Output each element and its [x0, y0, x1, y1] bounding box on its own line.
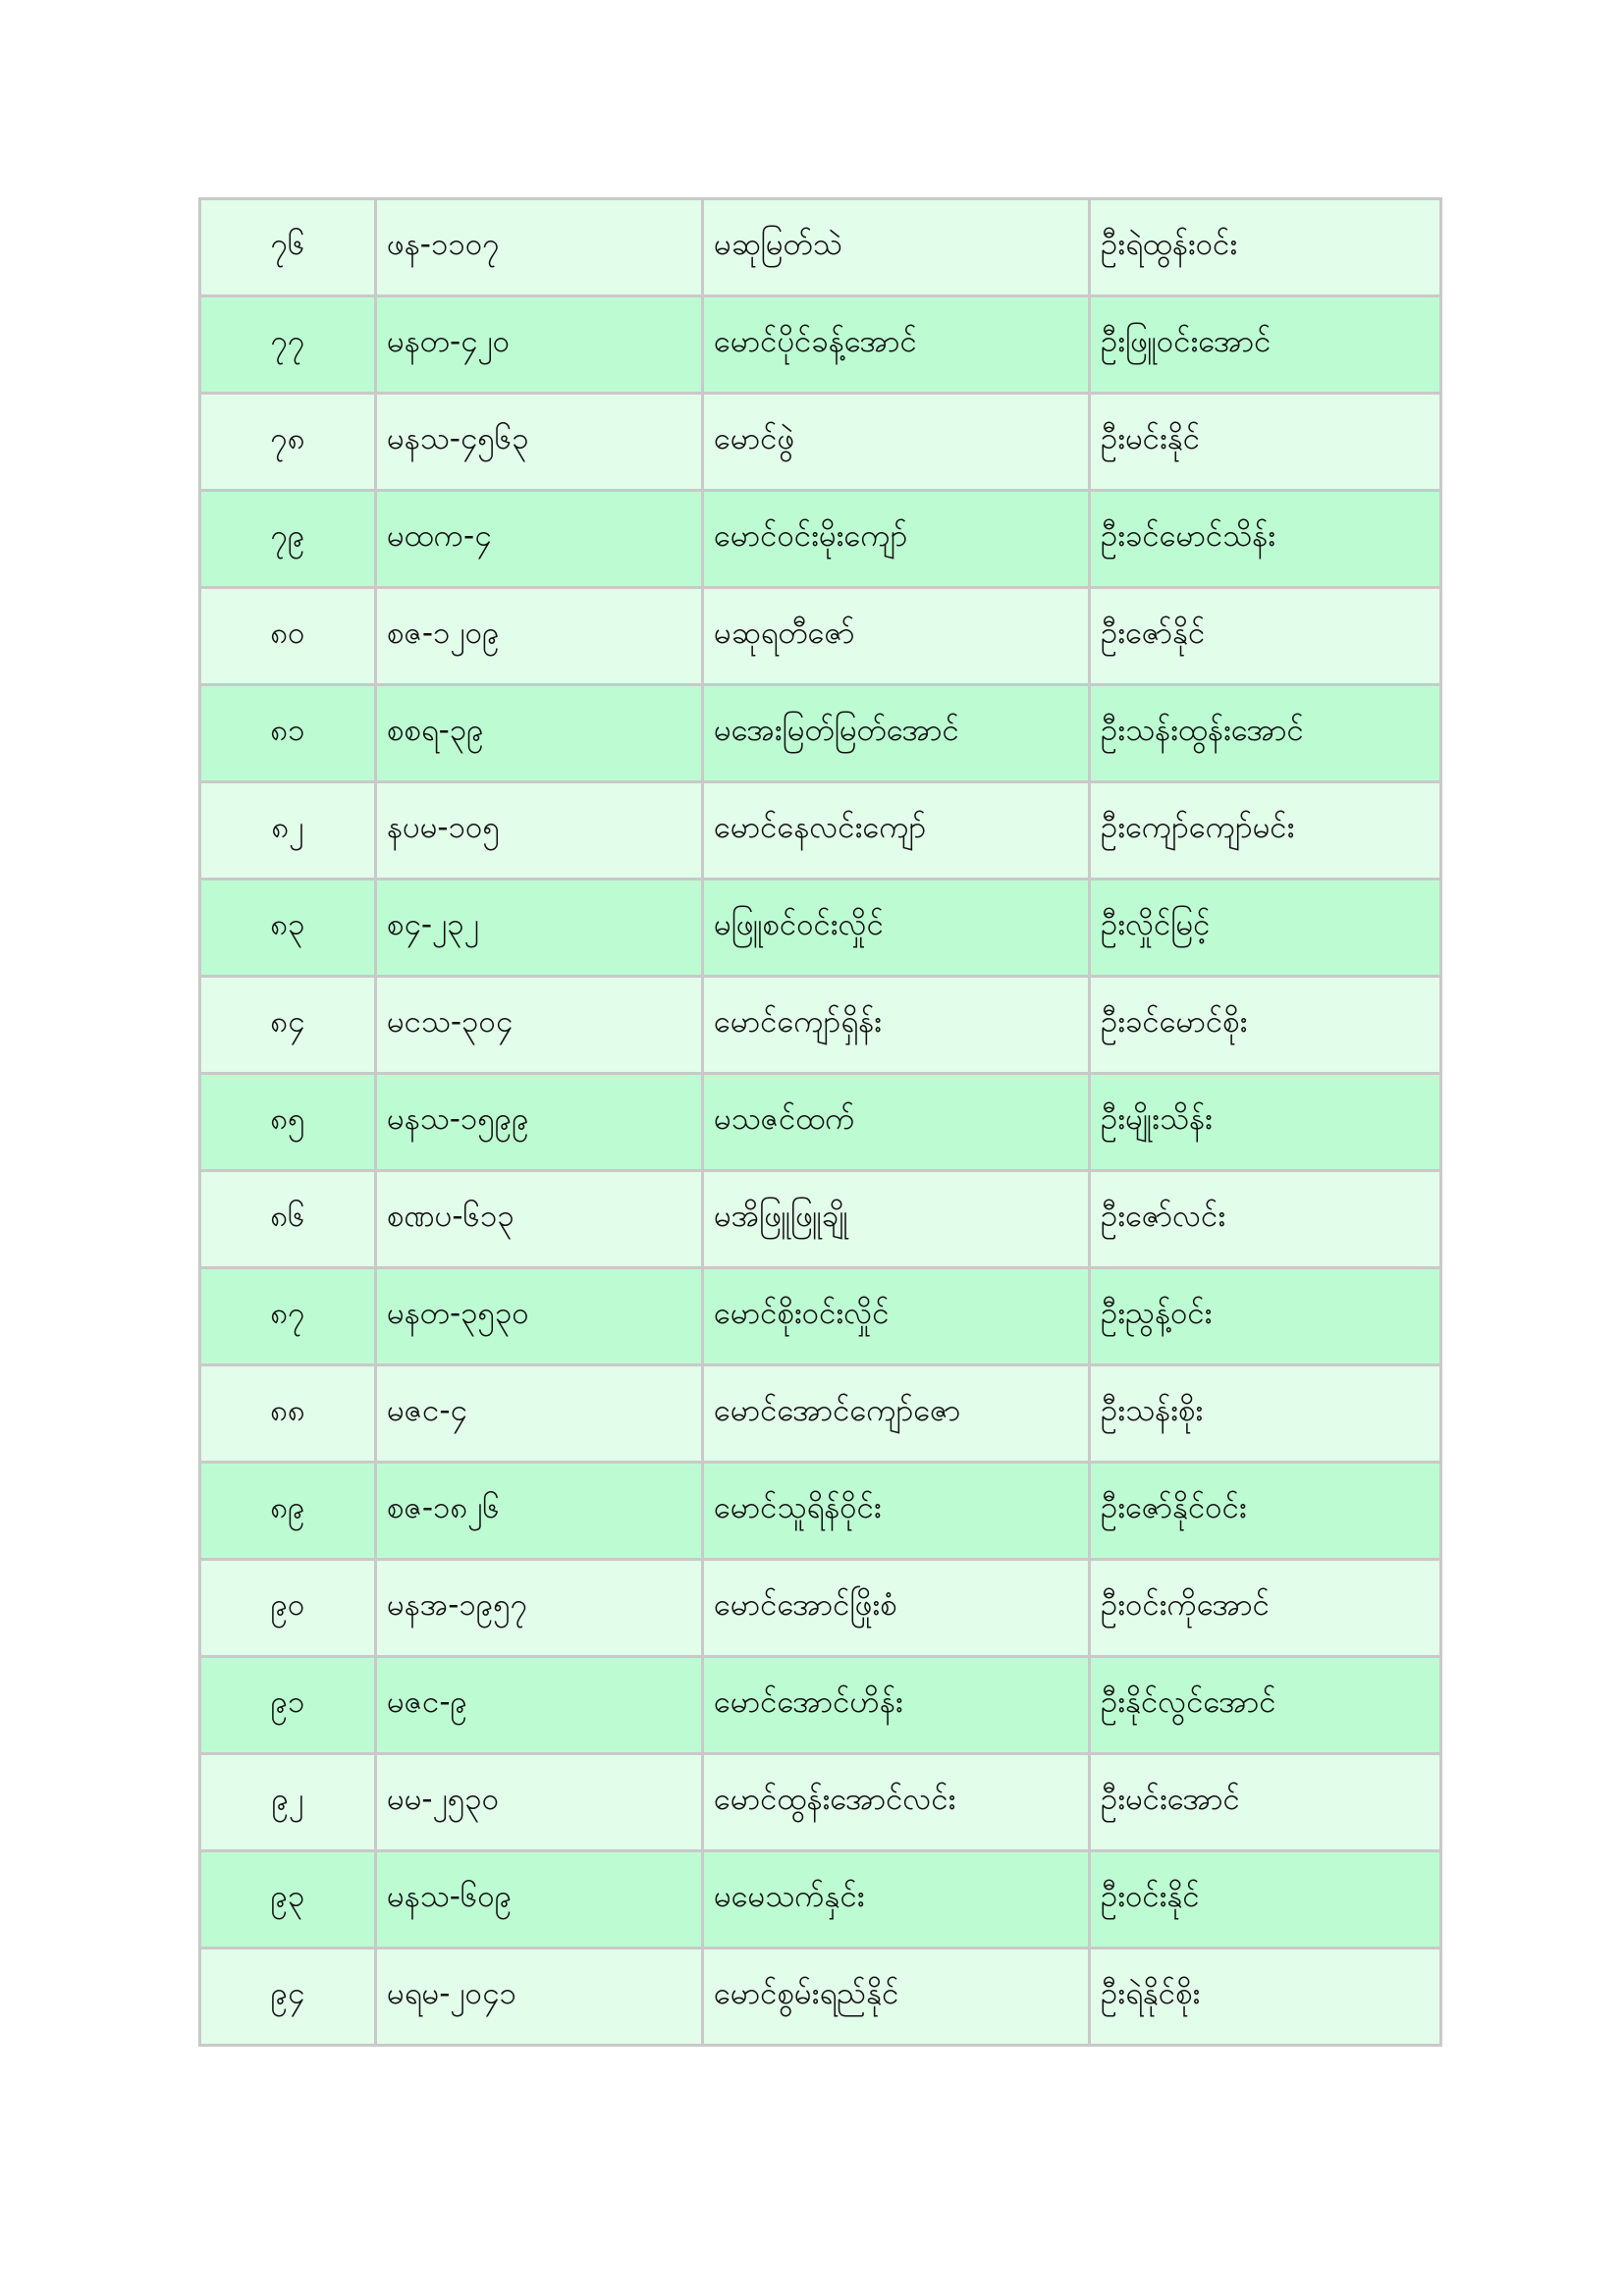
father-name: ဦးဝင်းနိုင်	[1090, 1851, 1441, 1949]
row-number: ၈၅	[200, 1074, 376, 1171]
father-name: ဦးခင်မောင်သိန်း	[1090, 491, 1441, 588]
table-row	[200, 296, 1441, 394]
row-number: ၈၄	[200, 977, 376, 1074]
table-row	[200, 782, 1441, 880]
student-name: မအေးမြတ်မြတ်အောင်	[703, 685, 1090, 782]
student-name: မောင်နေလင်းကျော်	[703, 782, 1090, 880]
row-number: ၇၆	[200, 199, 376, 296]
registration-id: မဇင-၉	[376, 1657, 703, 1754]
student-name: မောင်ထွန်းအောင်လင်း	[703, 1754, 1090, 1851]
student-name: မောင်စိုးဝင်းလှိုင်	[703, 1268, 1090, 1365]
registration-id: မနသ-၁၅၉၉	[376, 1074, 703, 1171]
table-row	[200, 685, 1441, 782]
student-name: မဆုမြတ်သဲ	[703, 199, 1090, 296]
row-number: ၇၈	[200, 394, 376, 491]
student-name: မောင်ဝင်းမိုးကျော်	[703, 491, 1090, 588]
father-name: ဦးမျိုးသိန်း	[1090, 1074, 1441, 1171]
student-name: မောင်ဖွဲ	[703, 394, 1090, 491]
table-row	[200, 588, 1441, 685]
row-number: ၈၂	[200, 782, 376, 880]
row-number: ၈၃	[200, 880, 376, 977]
student-name: မအိဖြူဖြူချို	[703, 1171, 1090, 1268]
student-name: မောင်သူရိန်ဝိုင်း	[703, 1463, 1090, 1560]
row-number: ၉၂	[200, 1754, 376, 1851]
father-name: ဦးလှိုင်မြင့်	[1090, 880, 1441, 977]
student-name: မောင်အောင်ဖြိုးစံ	[703, 1560, 1090, 1657]
table-row	[200, 1657, 1441, 1754]
row-number: ၉၄	[200, 1949, 376, 2046]
father-name: ဦးမင်းအောင်	[1090, 1754, 1441, 1851]
student-name: မောင်ပိုင်ခန့်အောင်	[703, 296, 1090, 394]
father-name: ဦးကျော်ကျော်မင်း	[1090, 782, 1441, 880]
row-number: ၇၇	[200, 296, 376, 394]
table-row	[200, 1754, 1441, 1851]
registration-id: မရမ-၂၀၄၁	[376, 1949, 703, 2046]
row-number: ၈၉	[200, 1463, 376, 1560]
student-name: မဖြူစင်ဝင်းလှိုင်	[703, 880, 1090, 977]
row-number: ၉၃	[200, 1851, 376, 1949]
registration-id: မနသ-၆၀၉	[376, 1851, 703, 1949]
row-number: ၈၁	[200, 685, 376, 782]
registration-id: မဇင-၄	[376, 1365, 703, 1463]
father-name: ဦးမင်းနိုင်	[1090, 394, 1441, 491]
table-row	[200, 1268, 1441, 1365]
father-name: ဦးညွန့်ဝင်း	[1090, 1268, 1441, 1365]
row-number: ၈၇	[200, 1268, 376, 1365]
father-name: ဦးရဲနိုင်စိုး	[1090, 1949, 1441, 2046]
student-name: မောင်စွမ်းရည်နိုင်	[703, 1949, 1090, 2046]
father-name: ဦးရဲထွန်းဝင်း	[1090, 199, 1441, 296]
student-name: မမေသက်နှင်း	[703, 1851, 1090, 1949]
table-row	[200, 977, 1441, 1074]
student-name: မောင်ကျော်ရှိန်း	[703, 977, 1090, 1074]
father-name: ဦးသန်းထွန်းအောင်	[1090, 685, 1441, 782]
father-name: ဦးဇော်နိုင်	[1090, 588, 1441, 685]
father-name: ဦးဖြူဝင်းအောင်	[1090, 296, 1441, 394]
table-row	[200, 1560, 1441, 1657]
registration-id: မထက-၄	[376, 491, 703, 588]
father-name: ဦးဝင်းကိုအောင်	[1090, 1560, 1441, 1657]
row-number: ၈၆	[200, 1171, 376, 1268]
table-row	[200, 880, 1441, 977]
registration-id: နပမ-၁၀၅	[376, 782, 703, 880]
row-number: ၉၀	[200, 1560, 376, 1657]
table-row	[200, 1949, 1441, 2046]
registration-id: မနအ-၁၉၅၇	[376, 1560, 703, 1657]
row-number: ၉၁	[200, 1657, 376, 1754]
registration-id: စဇ-၁၈၂၆	[376, 1463, 703, 1560]
father-name: ဦးသန်းစိုး	[1090, 1365, 1441, 1463]
table-row	[200, 1851, 1441, 1949]
father-name: ဦးနိုင်လွင်အောင်	[1090, 1657, 1441, 1754]
registration-id: မမ-၂၅၃၀	[376, 1754, 703, 1851]
table-row	[200, 1365, 1441, 1463]
registration-id: မနသ-၄၅၆၃	[376, 394, 703, 491]
father-name: ဦးဇော်နိုင်ဝင်း	[1090, 1463, 1441, 1560]
registration-id: စစရ-၃၉	[376, 685, 703, 782]
table-row	[200, 199, 1441, 296]
table-row	[200, 1463, 1441, 1560]
table-row	[200, 1171, 1441, 1268]
registration-id: စ၄-၂၃၂	[376, 880, 703, 977]
student-name: မောင်အောင်ကျော်ဇော	[703, 1365, 1090, 1463]
student-name: မောင်အောင်ဟိန်း	[703, 1657, 1090, 1754]
registration-id: မနတ-၃၅၃၀	[376, 1268, 703, 1365]
student-name: မဆုရတီဇော်	[703, 588, 1090, 685]
table-row	[200, 491, 1441, 588]
registration-id: စဏပ-၆၁၃	[376, 1171, 703, 1268]
table-row	[200, 1074, 1441, 1171]
registration-id: ဖန-၁၁၀၇	[376, 199, 703, 296]
row-number: ၇၉	[200, 491, 376, 588]
registration-id: မနတ-၄၂၀	[376, 296, 703, 394]
table-row	[200, 394, 1441, 491]
row-number: ၈၈	[200, 1365, 376, 1463]
student-name: မသဇင်ထက်	[703, 1074, 1090, 1171]
father-name: ဦးခင်မောင်စိုး	[1090, 977, 1441, 1074]
father-name: ဦးဇော်လင်း	[1090, 1171, 1441, 1268]
student-table	[198, 197, 1442, 2047]
registration-id: မငသ-၃၀၄	[376, 977, 703, 1074]
registration-id: စဇ-၁၂၀၉	[376, 588, 703, 685]
row-number: ၈၀	[200, 588, 376, 685]
